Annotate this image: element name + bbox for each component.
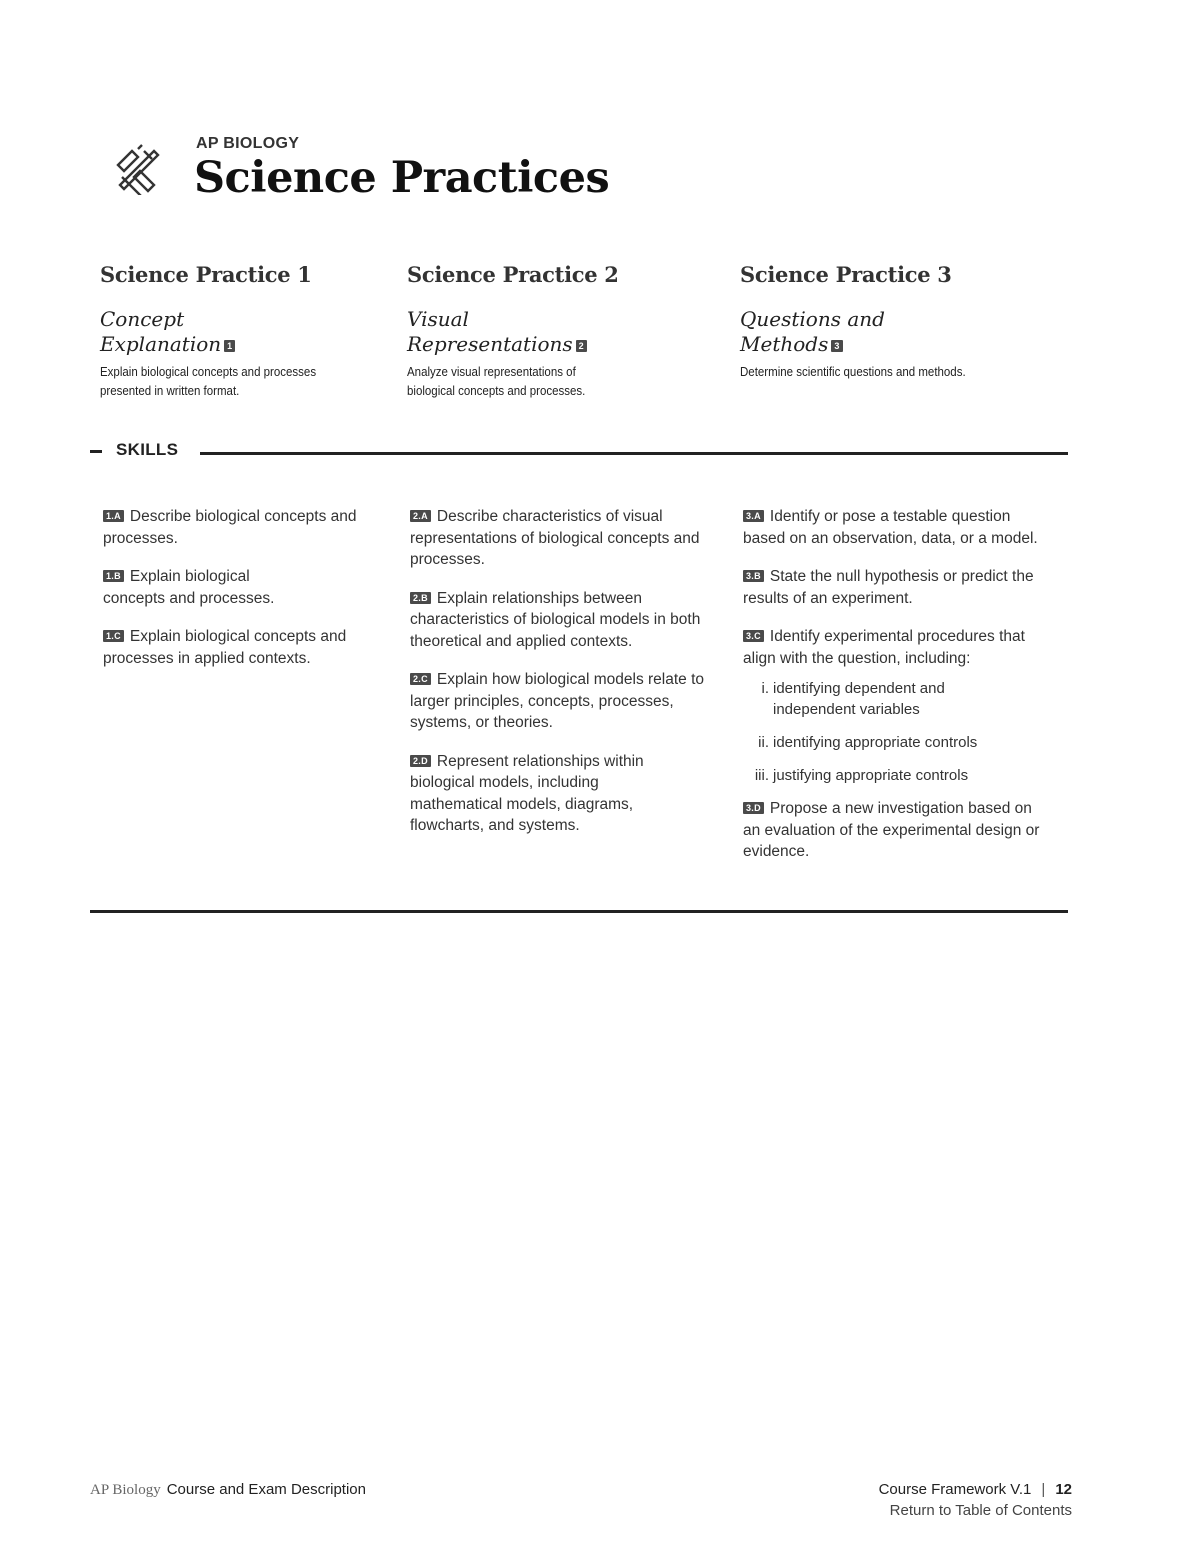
practice-name-line1: Concept xyxy=(100,307,185,331)
skill-code-badge: 2.D xyxy=(410,755,431,767)
footer-left xyxy=(90,1481,366,1499)
skills-column-1 xyxy=(103,506,383,686)
practice-name-line2: Methods xyxy=(740,332,829,356)
skill-code-badge: 3.B xyxy=(743,570,764,582)
skills-column-3 xyxy=(743,506,1048,880)
practice-heading: Science Practice 2 xyxy=(407,262,619,287)
skill-item xyxy=(410,588,720,653)
skill-text: Propose a new investigation based on an evaluation of the experimental design or evidence. xyxy=(743,800,1040,860)
sublist-text: identifying dependent and independent variables xyxy=(773,680,945,718)
skill-code-badge: 3.A xyxy=(743,510,764,522)
skill-item xyxy=(410,751,670,837)
practice-name xyxy=(407,307,707,357)
skill-code-badge: 2.A xyxy=(410,510,431,522)
skill-item xyxy=(103,506,383,549)
sublist-text: justifying appropriate controls xyxy=(773,767,969,784)
skill-code-badge: 2.B xyxy=(410,592,431,604)
practice-name-line1: Questions and xyxy=(740,307,885,331)
skill-item xyxy=(410,506,720,571)
skill-text: Explain biological concepts and processes. xyxy=(103,568,275,607)
practice-name-line2: Representations xyxy=(407,332,573,356)
skill-item xyxy=(743,798,1048,863)
footer-section: Course Framework V.1 xyxy=(878,1481,1032,1498)
footer-doc-title: Course and Exam Description xyxy=(166,1481,366,1498)
skill-code-badge: 1.B xyxy=(103,570,124,582)
practice-badge: 2 xyxy=(576,340,587,352)
skill-text: Describe biological concepts and processes. xyxy=(103,508,357,547)
skill-item xyxy=(103,626,383,669)
practice-description: Analyze visual representations of biological concepts and processes. xyxy=(407,365,586,398)
practice-badge: 1 xyxy=(224,340,235,352)
practice-heading: Science Practice 1 xyxy=(100,262,312,287)
return-to-toc-link[interactable]: Return to Table of Contents xyxy=(889,1502,1072,1519)
page-number: 12 xyxy=(1055,1481,1072,1498)
skill-text: Explain relationships between characteristics of biological models in both theoretical and applied contexts. xyxy=(410,589,701,650)
practice-heading: Science Practice 3 xyxy=(740,262,952,287)
footer-right xyxy=(879,1481,1072,1519)
footer-course: AP Biology xyxy=(90,1482,161,1498)
science-practice-2 xyxy=(407,262,707,401)
practice-name-line1: Visual xyxy=(407,307,469,331)
skill-item xyxy=(743,566,1048,609)
sublist-text: identifying appropriate controls xyxy=(773,734,978,751)
skills-divider xyxy=(90,440,1068,460)
sublist-item xyxy=(743,678,973,720)
skill-text: Identify or pose a testable question based on an observation, data, or a model. xyxy=(743,508,1038,547)
skill-code-badge: 2.C xyxy=(410,673,431,685)
skill-text: Explain biological concepts and processes in applied contexts. xyxy=(103,628,347,667)
skill-item xyxy=(103,566,303,609)
skills-rule xyxy=(200,452,1068,455)
practice-name xyxy=(100,307,400,357)
skill-text: Describe characteristics of visual representations of biological concepts and processes. xyxy=(410,508,700,568)
skill-item xyxy=(743,506,1048,549)
skill-item xyxy=(743,626,1048,669)
footer-separator: | xyxy=(1041,1481,1046,1498)
skill-text: Explain how biological models relate to larger principles, concepts, processes, systems, or theories. xyxy=(410,671,705,731)
science-practice-3 xyxy=(740,262,1040,382)
pencil-ruler-icon xyxy=(112,143,164,195)
skills-label: SKILLS xyxy=(116,440,179,459)
skills-column-2 xyxy=(410,506,720,854)
skill-text: Represent relationships within biological models, including mathematical models, diagrams, flowcharts, and systems. xyxy=(410,752,644,834)
sublist-number: i. xyxy=(761,680,769,697)
sublist-number: ii. xyxy=(758,734,769,751)
skill-code-badge: 1.C xyxy=(103,630,124,642)
skill-code-badge: 3.C xyxy=(743,630,764,642)
procedure-sublist xyxy=(743,678,1048,786)
practice-description: Determine scientific questions and methods. xyxy=(740,365,966,379)
skill-code-badge: 3.D xyxy=(743,802,764,814)
sublist-item xyxy=(743,732,1048,753)
sublist-item xyxy=(743,765,1048,786)
practice-description: Explain biological concepts and processes presented in written format. xyxy=(100,365,317,398)
practice-name-line2: Explanation xyxy=(100,332,222,356)
skill-text: Identify experimental procedures that align with the question, including: xyxy=(743,628,1025,667)
skill-code-badge: 1.A xyxy=(103,510,124,522)
skills-dash xyxy=(90,450,102,453)
practice-badge: 3 xyxy=(831,340,842,352)
page-title: Science Practices xyxy=(194,153,610,203)
science-practice-1 xyxy=(100,262,400,401)
section-bottom-rule xyxy=(90,910,1068,913)
course-eyebrow: AP BIOLOGY xyxy=(196,135,300,152)
skill-text: State the null hypothesis or predict the results of an experiment. xyxy=(743,568,1034,607)
practice-name xyxy=(740,307,1040,357)
skill-item xyxy=(410,669,720,734)
sublist-number: iii. xyxy=(754,767,769,784)
